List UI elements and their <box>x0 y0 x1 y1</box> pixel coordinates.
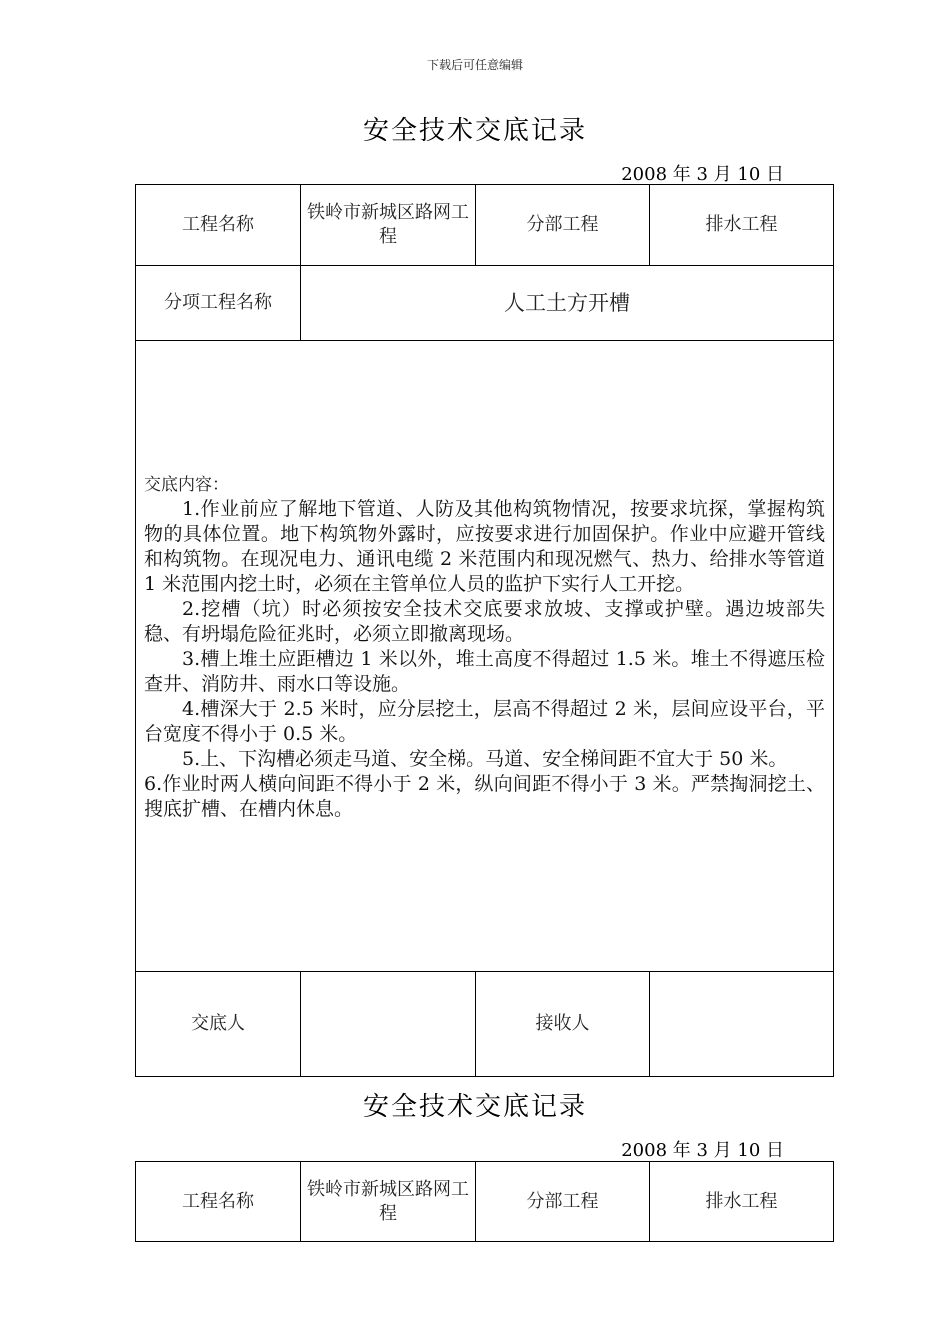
record2-title: 安全技术交底记录 <box>362 1092 587 1122</box>
record1-table <box>135 184 834 1077</box>
project-row <box>136 185 834 266</box>
project-row-2 <box>136 1162 834 1242</box>
content-item-3: 3.槽上堆土应距槽边 1 米以外，堆土高度不得超过 1.5 米。堆土不得遮压检查井、消防井、雨水口等设施。 <box>144 647 825 695</box>
project-name-label-2: 工程名称 <box>136 1162 301 1242</box>
sub-project-label-2: 分部工程 <box>476 1162 650 1242</box>
content-item-4: 4.槽深大于 2.5 米时，应分层挖土，层高不得超过 2 米，层间应设平台，平台宽度不得小于 0.5 米。 <box>144 697 825 745</box>
item-name-label: 分项工程名称 <box>136 266 301 341</box>
project-name-value-2: 铁岭市新城区路网工程 <box>301 1162 476 1242</box>
sub-project-value-2: 排水工程 <box>650 1162 834 1242</box>
content-item-2: 2.挖槽（坑）时必须按安全技术交底要求放坡、支撑或护壁。遇边坡部失稳、有坍塌危险征兆时，必须立即撤离现场。 <box>144 597 825 645</box>
sub-project-value: 排水工程 <box>650 185 834 266</box>
receiver-label: 接收人 <box>476 972 650 1077</box>
receiver-value <box>650 972 834 1077</box>
handover-label: 交底人 <box>136 972 301 1077</box>
sub-project-label: 分部工程 <box>476 185 650 266</box>
content-item-1: 1.作业前应了解地下管道、人防及其他构筑物情况，按要求坑探，掌握构筑物的具体位置。地下构筑物外露时，应按要求进行加固保护。作业中应避开管线和构筑物。在现况电力、通讯电缆 2 米范围内和现况燃气、热力、给排水等管道 1 米范围内挖土时，必须在主管单位人员的监护下实行人工开挖。 <box>144 497 825 595</box>
project-name-label: 工程名称 <box>136 185 301 266</box>
content-label: 交底内容： <box>144 474 229 495</box>
record2-date: 2008 年 3 月 10 日 <box>621 1140 784 1161</box>
record1-date: 2008 年 3 月 10 日 <box>621 164 784 185</box>
content-item-6: 6.作业时两人横向间距不得小于 2 米，纵向间距不得小于 3 米。严禁掏洞挖土、搜底扩槽、在槽内休息。 <box>144 772 825 820</box>
content-cell <box>136 341 834 972</box>
item-name-value: 人工土方开槽 <box>301 266 834 341</box>
signature-row <box>136 972 834 1077</box>
handover-value <box>301 972 476 1077</box>
item-row <box>136 266 834 341</box>
content-row <box>136 341 834 972</box>
record1-title: 安全技术交底记录 <box>362 116 587 146</box>
record2-table <box>135 1161 834 1242</box>
header-note: 下载后可任意编辑 <box>426 58 523 72</box>
content-item-5: 5.上、下沟槽必须走马道、安全梯。马道、安全梯间距不宜大于 50 米。 <box>182 747 788 770</box>
content-body <box>144 473 825 822</box>
project-name-value: 铁岭市新城区路网工程 <box>301 185 476 266</box>
